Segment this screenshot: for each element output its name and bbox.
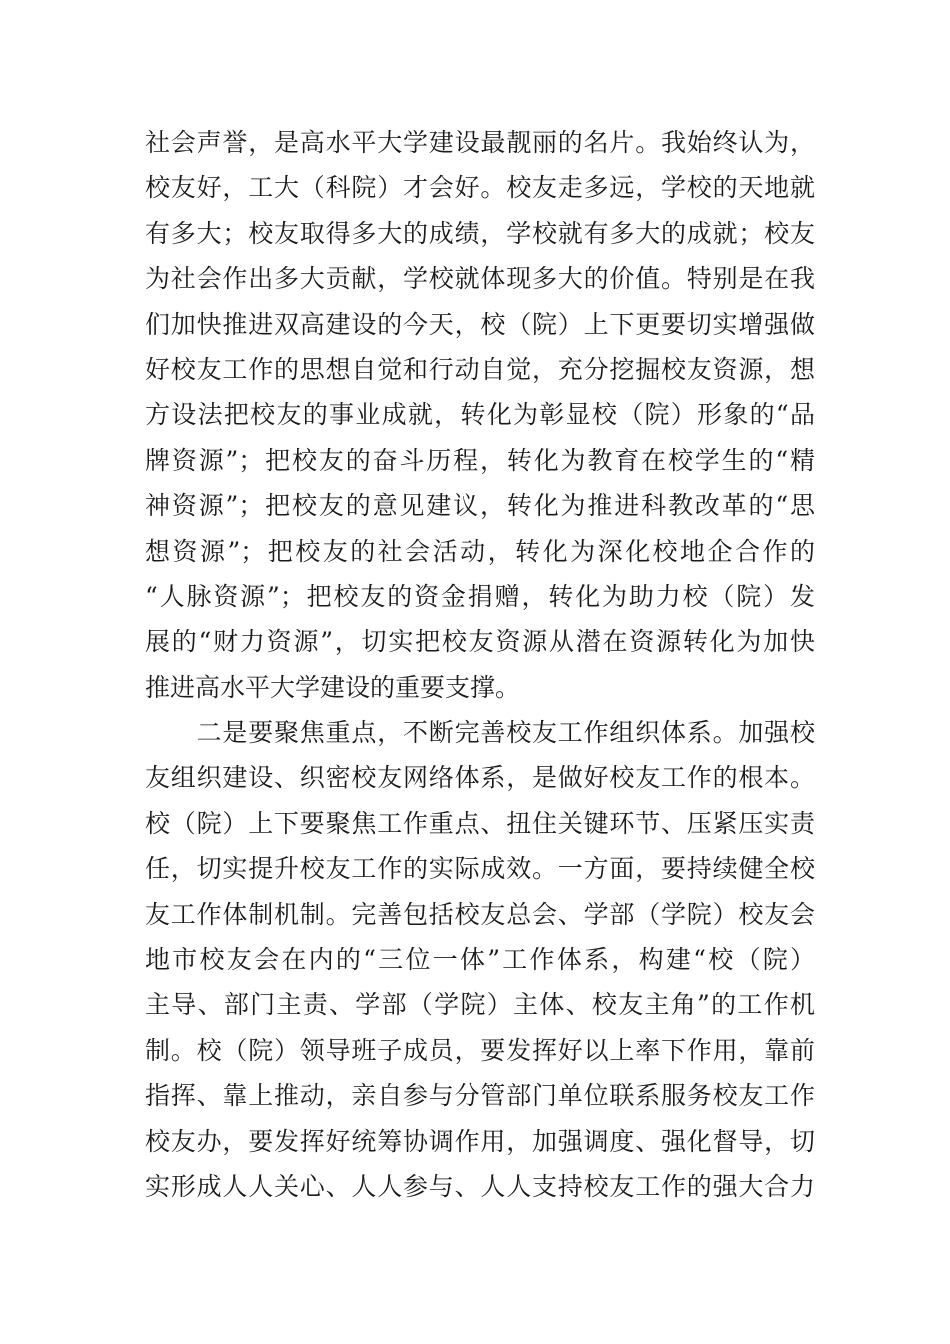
text-line: 校友办，要发挥好统筹协调作用，加强调度、强化督导，切	[145, 1126, 815, 1156]
text-line: 制。校（院）领导班子成员，要发挥好以上率下作用，靠前	[145, 1035, 815, 1065]
text-line: 校友好，工大（科院）才会好。校友走多远，学校的天地就	[145, 173, 815, 203]
text-line: 好校友工作的思想自觉和行动自觉，充分挖掘校友资源，想	[145, 354, 815, 384]
text-line: 想资源”；把校友的社会活动，转化为深化校地企合作的	[145, 536, 815, 566]
text-line: 展的“财力资源”，切实把校友资源从潜在资源转化为加快	[145, 627, 815, 657]
body-text	[145, 120, 815, 1209]
text-line: 神资源”；把校友的意见建议，转化为推进科教改革的“思	[145, 491, 815, 521]
text-line: 牌资源”；把校友的奋斗历程，转化为教育在校学生的“精	[145, 445, 815, 475]
text-line: “人脉资源”；把校友的资金捐赠，转化为助力校（院）发	[145, 581, 815, 611]
text-line: 有多大；校友取得多大的成绩，学校就有多大的成就；校友	[145, 218, 815, 248]
text-line: 校（院）上下要聚焦工作重点、扭住关键环节、压紧压实责	[145, 808, 815, 838]
text-line: 地市校友会在内的“三位一体”工作体系，构建“校（院）	[145, 945, 815, 975]
text-line: 指挥、靠上推动，亲自参与分管部门单位联系服务校友工作	[145, 1081, 815, 1111]
text-line: 为社会作出多大贡献，学校就体现多大的价值。特别是在我	[145, 264, 815, 294]
text-line: 推进高水平大学建设的重要支撑。	[145, 672, 521, 702]
text-line: 友工作体制机制。完善包括校友总会、学部（学院）校友会	[145, 899, 815, 929]
text-line: 友组织建设、织密校友网络体系，是做好校友工作的根本。	[145, 763, 815, 793]
text-line: 方设法把校友的事业成就，转化为彰显校（院）形象的“品	[145, 400, 815, 430]
text-line: 二是要聚焦重点，不断完善校友工作组织体系。加强校	[145, 718, 815, 748]
text-line: 们加快推进双高建设的今天，校（院）上下更要切实增强做	[145, 309, 815, 339]
text-line: 实形成人人关心、人人参与、人人支持校友工作的强大合力	[145, 1171, 815, 1201]
text-line: 主导、部门主责、学部（学院）主体、校友主角”的工作机	[145, 990, 815, 1020]
text-line: 社会声誉，是高水平大学建设最靓丽的名片。我始终认为，	[145, 128, 815, 157]
text-line: 任，切实提升校友工作的实际成效。一方面，要持续健全校	[145, 854, 815, 884]
